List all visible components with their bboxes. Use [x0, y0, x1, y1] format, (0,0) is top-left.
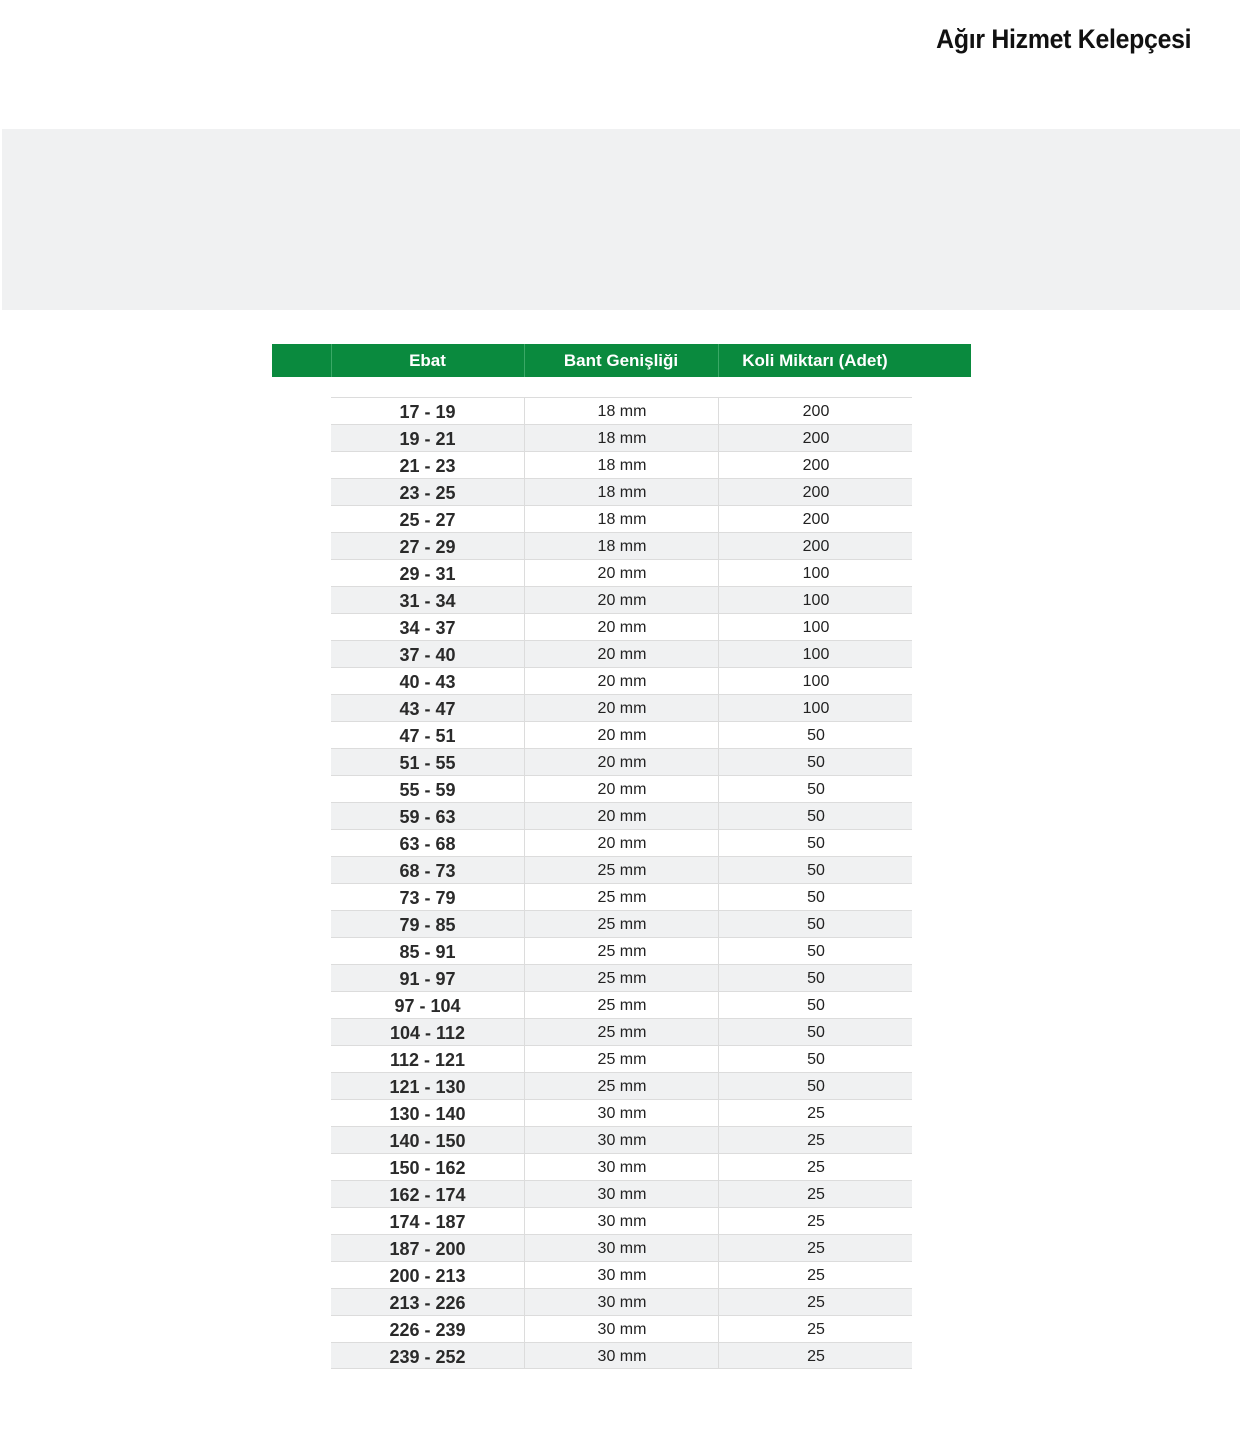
cell-koli-miktari: 50: [718, 857, 913, 883]
cell-koli-miktari: 50: [718, 884, 913, 910]
table-row: [331, 397, 912, 424]
cell-ebat: 63 - 68: [399, 834, 456, 854]
table-row: [331, 1207, 912, 1234]
cell-ebat: 34 - 37: [399, 618, 456, 638]
table-row: [331, 1261, 912, 1288]
cell-bant-genisligi: 25 mm: [524, 965, 719, 991]
cell-bant-genisligi: 25 mm: [524, 884, 719, 910]
cell-koli-miktari: 50: [718, 803, 913, 829]
cell-koli-miktari: 25: [718, 1181, 913, 1207]
header-bant-genisligi: Bant Genişliği: [563, 351, 679, 370]
cell-koli-miktari: 25: [718, 1154, 913, 1180]
cell-ebat: 68 - 73: [399, 861, 456, 881]
table-row: [331, 1018, 912, 1045]
table-row: [331, 856, 912, 883]
cell-koli-miktari: 50: [718, 1046, 913, 1072]
cell-koli-miktari: 200: [718, 506, 913, 532]
cell-bant-genisligi: 25 mm: [524, 992, 719, 1018]
cell-koli-miktari: 50: [718, 938, 913, 964]
cell-koli-miktari: 25: [718, 1235, 913, 1261]
table-row: [331, 694, 912, 721]
banner-area: [2, 129, 1240, 310]
cell-bant-genisligi: 25 mm: [524, 857, 719, 883]
cell-koli-miktari: 50: [718, 1019, 913, 1045]
cell-bant-genisligi: 30 mm: [524, 1235, 719, 1261]
table-row: [331, 667, 912, 694]
table-row: [331, 1288, 912, 1315]
cell-ebat: 140 - 150: [389, 1131, 466, 1151]
table-row: [331, 937, 912, 964]
cell-koli-miktari: 25: [718, 1127, 913, 1153]
cell-ebat: 43 - 47: [399, 699, 456, 719]
cell-ebat: 112 - 121: [389, 1050, 466, 1070]
cell-ebat: 59 - 63: [399, 807, 456, 827]
cell-koli-miktari: 100: [718, 695, 913, 721]
cell-koli-miktari: 50: [718, 992, 913, 1018]
cell-ebat: 27 - 29: [399, 537, 456, 557]
cell-koli-miktari: 100: [718, 560, 913, 586]
cell-ebat: 23 - 25: [399, 483, 456, 503]
cell-bant-genisligi: 30 mm: [524, 1181, 719, 1207]
cell-ebat: 174 - 187: [389, 1212, 466, 1232]
cell-ebat: 121 - 130: [389, 1077, 466, 1097]
cell-bant-genisligi: 25 mm: [524, 1019, 719, 1045]
cell-bant-genisligi: 18 mm: [524, 425, 719, 451]
cell-bant-genisligi: 30 mm: [524, 1100, 719, 1126]
cell-ebat: 17 - 19: [399, 402, 456, 422]
cell-bant-genisligi: 20 mm: [524, 587, 719, 613]
cell-bant-genisligi: 20 mm: [524, 749, 719, 775]
cell-koli-miktari: 25: [718, 1343, 913, 1369]
table-row: [331, 991, 912, 1018]
cell-ebat: 85 - 91: [399, 942, 456, 962]
cell-bant-genisligi: 30 mm: [524, 1154, 719, 1180]
cell-bant-genisligi: 30 mm: [524, 1208, 719, 1234]
cell-koli-miktari: 100: [718, 641, 913, 667]
table-row: [331, 964, 912, 991]
cell-ebat: 213 - 226: [389, 1293, 466, 1313]
cell-ebat: 200 - 213: [389, 1266, 466, 1286]
cell-koli-miktari: 50: [718, 911, 913, 937]
cell-ebat: 19 - 21: [399, 429, 456, 449]
cell-ebat: 79 - 85: [399, 915, 456, 935]
size-table: [331, 397, 912, 1369]
cell-bant-genisligi: 18 mm: [524, 506, 719, 532]
table-row: [331, 586, 912, 613]
cell-bant-genisligi: 18 mm: [524, 533, 719, 559]
cell-bant-genisligi: 25 mm: [524, 1073, 719, 1099]
table-row: [331, 532, 912, 559]
table-row: [331, 1153, 912, 1180]
cell-bant-genisligi: 20 mm: [524, 641, 719, 667]
cell-koli-miktari: 50: [718, 830, 913, 856]
cell-ebat: 25 - 27: [399, 510, 456, 530]
cell-bant-genisligi: 20 mm: [524, 722, 719, 748]
cell-bant-genisligi: 25 mm: [524, 1046, 719, 1072]
table-row: [331, 478, 912, 505]
cell-ebat: 162 - 174: [389, 1185, 466, 1205]
cell-ebat: 187 - 200: [389, 1239, 466, 1259]
cell-bant-genisligi: 30 mm: [524, 1343, 719, 1369]
table-row: [331, 883, 912, 910]
table-row: [331, 613, 912, 640]
header-ebat: Ebat: [409, 351, 446, 370]
table-row: [331, 1342, 912, 1369]
cell-bant-genisligi: 20 mm: [524, 830, 719, 856]
table-row: [331, 829, 912, 856]
cell-ebat: 29 - 31: [399, 564, 456, 584]
cell-ebat: 150 - 162: [389, 1158, 466, 1178]
cell-koli-miktari: 50: [718, 1073, 913, 1099]
cell-koli-miktari: 50: [718, 722, 913, 748]
cell-koli-miktari: 50: [718, 776, 913, 802]
cell-ebat: 91 - 97: [399, 969, 456, 989]
cell-ebat: 226 - 239: [389, 1320, 466, 1340]
table-row: [331, 1315, 912, 1342]
cell-bant-genisligi: 20 mm: [524, 614, 719, 640]
cell-ebat: 31 - 34: [399, 591, 456, 611]
cell-bant-genisligi: 25 mm: [524, 938, 719, 964]
cell-bant-genisligi: 20 mm: [524, 776, 719, 802]
cell-ebat: 37 - 40: [399, 645, 456, 665]
cell-bant-genisligi: 20 mm: [524, 560, 719, 586]
cell-koli-miktari: 25: [718, 1316, 913, 1342]
cell-koli-miktari: 25: [718, 1100, 913, 1126]
page-title: Ağır Hizmet Kelepçesi: [935, 24, 1191, 54]
cell-ebat: 97 - 104: [394, 996, 461, 1016]
table-row: [331, 802, 912, 829]
table-row: [331, 451, 912, 478]
cell-koli-miktari: 100: [718, 614, 913, 640]
cell-koli-miktari: 100: [718, 668, 913, 694]
table-row: [331, 748, 912, 775]
cell-ebat: 130 - 140: [389, 1104, 466, 1124]
table-row: [331, 1072, 912, 1099]
table-row: [331, 505, 912, 532]
cell-koli-miktari: 25: [718, 1262, 913, 1288]
cell-ebat: 40 - 43: [399, 672, 456, 692]
cell-bant-genisligi: 30 mm: [524, 1127, 719, 1153]
cell-ebat: 55 - 59: [399, 780, 456, 800]
cell-koli-miktari: 100: [718, 587, 913, 613]
cell-ebat: 104 - 112: [389, 1023, 466, 1043]
cell-bant-genisligi: 20 mm: [524, 803, 719, 829]
header-koli-miktari: Koli Miktarı (Adet): [742, 351, 888, 370]
cell-koli-miktari: 200: [718, 533, 913, 559]
table-row: [331, 1045, 912, 1072]
cell-bant-genisligi: 30 mm: [524, 1289, 719, 1315]
table-row: [331, 1126, 912, 1153]
cell-koli-miktari: 25: [718, 1289, 913, 1315]
table-row: [331, 910, 912, 937]
cell-koli-miktari: 200: [718, 452, 913, 478]
cell-bant-genisligi: 18 mm: [524, 398, 719, 424]
cell-koli-miktari: 200: [718, 479, 913, 505]
table-header: [272, 344, 971, 377]
table-row: [331, 721, 912, 748]
cell-koli-miktari: 25: [718, 1208, 913, 1234]
table-row: [331, 1099, 912, 1126]
cell-bant-genisligi: 20 mm: [524, 668, 719, 694]
cell-bant-genisligi: 18 mm: [524, 479, 719, 505]
table-row: [331, 1180, 912, 1207]
table-row: [331, 640, 912, 667]
cell-bant-genisligi: 25 mm: [524, 911, 719, 937]
cell-ebat: 73 - 79: [399, 888, 456, 908]
cell-ebat: 51 - 55: [399, 753, 456, 773]
cell-koli-miktari: 200: [718, 398, 913, 424]
cell-ebat: 47 - 51: [399, 726, 456, 746]
cell-koli-miktari: 200: [718, 425, 913, 451]
cell-bant-genisligi: 30 mm: [524, 1316, 719, 1342]
table-row: [331, 424, 912, 451]
cell-ebat: 239 - 252: [389, 1347, 466, 1367]
table-row: [331, 1234, 912, 1261]
table-row: [331, 559, 912, 586]
cell-koli-miktari: 50: [718, 965, 913, 991]
cell-koli-miktari: 50: [718, 749, 913, 775]
cell-bant-genisligi: 20 mm: [524, 695, 719, 721]
cell-bant-genisligi: 18 mm: [524, 452, 719, 478]
table-row: [331, 775, 912, 802]
cell-bant-genisligi: 30 mm: [524, 1262, 719, 1288]
cell-ebat: 21 - 23: [399, 456, 456, 476]
